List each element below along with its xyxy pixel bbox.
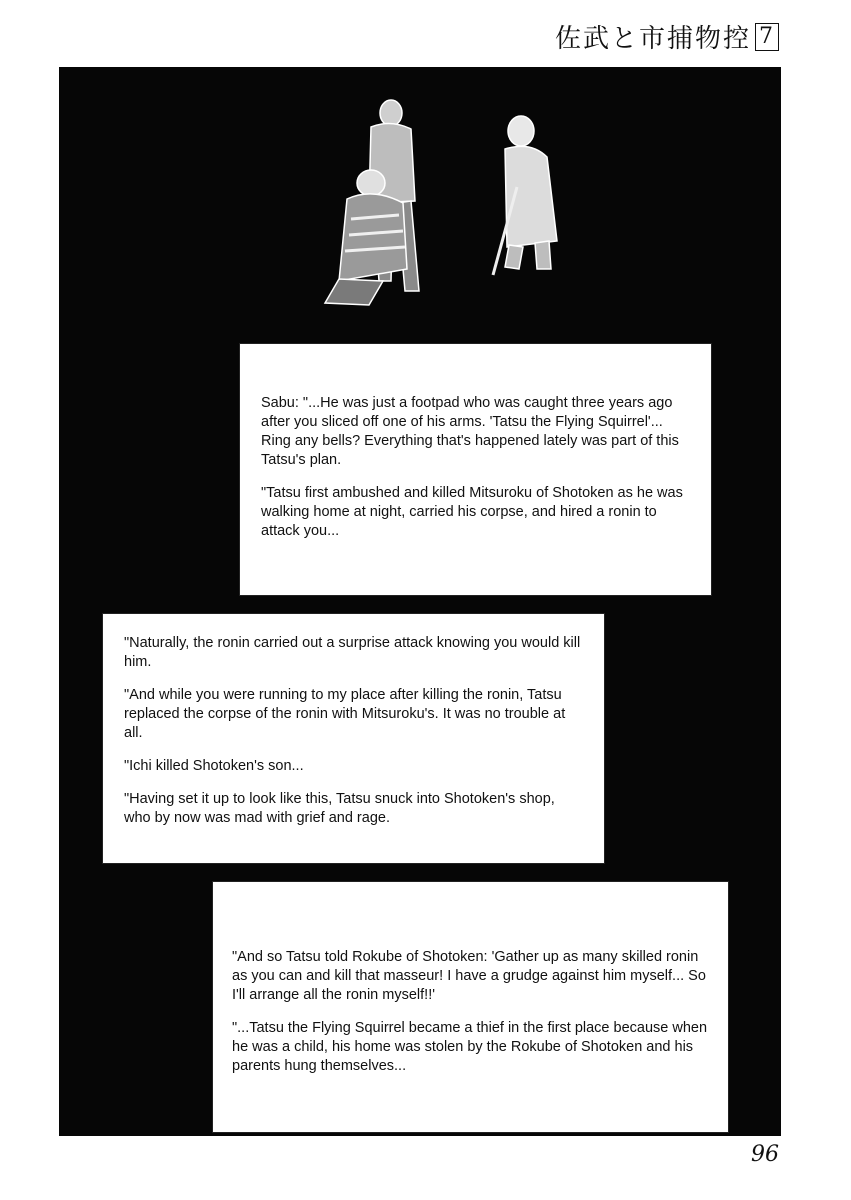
masseur-figure — [493, 116, 557, 275]
volume-number: 7 — [755, 23, 779, 51]
page-number: 96 — [751, 1142, 779, 1167]
caption-2-paragraph-2: "And while you were running to my place after killing the ronin, Tatsu replaced the corpse of the ronin with Mitsuroku's. It was no trouble at all. — [124, 687, 566, 741]
caption-box-1 — [239, 343, 712, 596]
caption-2-paragraph-4: "Having set it up to look like this, Tatsu snuck into Shotoken's shop, who by now was mad with grief and rage. — [124, 791, 555, 826]
caption-3-paragraph-1: "And so Tatsu told Rokube of Shotoken: 'Gather up as many skilled ronin as you can and kill that masseur! I have a grudge against him myself... So I'll arrange all the ronin myself!!' — [232, 949, 706, 1003]
caption-1-paragraph-1: Sabu: "...He was just a footpad who was caught three years ago after you sliced off one of his arms. 'Tatsu the Flying Squirrel'... Ring any bells? Everything that's happened lately was part of this Tatsu's plan. — [261, 395, 679, 468]
manga-panel — [59, 67, 781, 1136]
caption-2-paragraph-1: "Naturally, the ronin carried out a surprise attack knowing you would kill him. — [124, 635, 581, 670]
characters-illustration — [299, 91, 619, 331]
caption-1-paragraph-2: "Tatsu first ambushed and killed Mitsuroku of Shotoken as he was walking home at night, carried his corpse, and hired a ronin to attack you... — [261, 485, 683, 539]
series-title — [555, 18, 779, 55]
caption-box-3 — [212, 881, 729, 1133]
caption-3-paragraph-2: "...Tatsu the Flying Squirrel became a thief in the first place because when he was a child, his home was stolen by the Rokube of Shotoken and his parents hung themselves... — [232, 1020, 708, 1074]
series-title-text: 佐武と市捕物控 — [554, 24, 751, 54]
caption-2-paragraph-3: "Ichi killed Shotoken's son... — [124, 758, 304, 774]
caption-box-2 — [102, 613, 605, 864]
